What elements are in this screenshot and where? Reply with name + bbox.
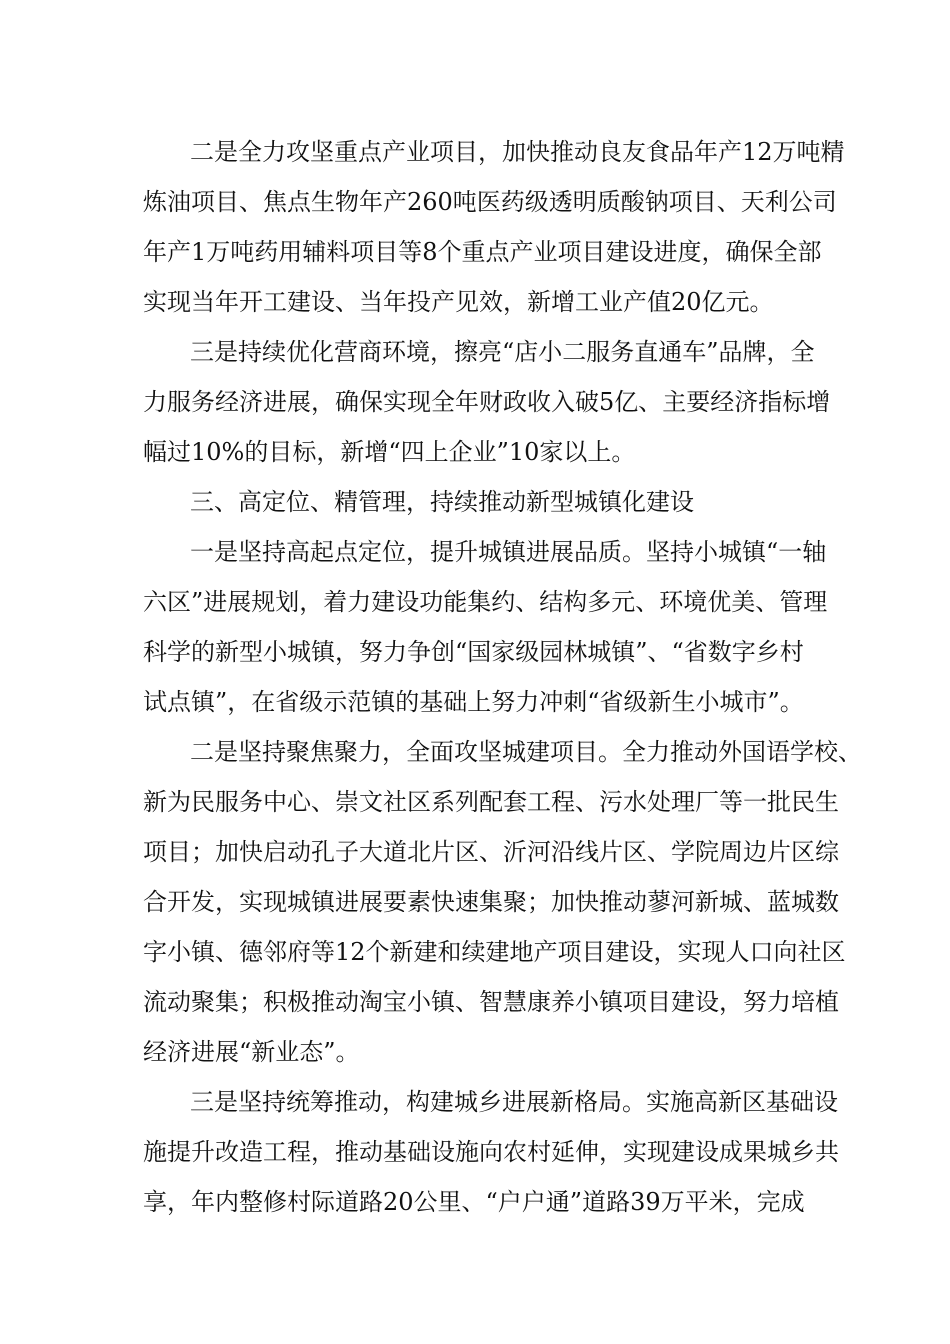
text-line: 三是持续优化营商环境，擦亮“店小二服务直通车”品牌，全 bbox=[190, 338, 815, 366]
text-line: 合开发，实现城镇进展要素快速集聚；加快推动蓼河新城、蓝城数 bbox=[143, 888, 839, 916]
text-line: 炼油项目、焦点生物年产260吨医药级透明质酸钠项目、天利公司 bbox=[143, 188, 837, 216]
text-line: 施提升改造工程，推动基础设施向农村延伸，实现建设成果城乡共 bbox=[143, 1138, 839, 1166]
text-line: 享，年内整修村际道路20公里、“户户通”道路39万平米，完成 bbox=[143, 1188, 805, 1216]
section-heading: 三、高定位、精管理，持续推动新型城镇化建设 bbox=[190, 488, 694, 516]
text-line: 二是全力攻坚重点产业项目，加快推动良友食品年产12万吨精 bbox=[190, 138, 845, 166]
text-line: 三是坚持统筹推动，构建城乡进展新格局。实施高新区基础设 bbox=[190, 1088, 838, 1116]
text-line: 年产1万吨药用辅料项目等8个重点产业项目建设进度，确保全部 bbox=[143, 238, 822, 266]
text-line: 经济进展“新业态”。 bbox=[143, 1038, 360, 1066]
text-line: 六区”进展规划，着力建设功能集约、结构多元、环境优美、管理 bbox=[143, 588, 828, 616]
text-line: 科学的新型小城镇，努力争创“国家级园林城镇”、“省数字乡村 bbox=[143, 638, 804, 666]
text-line: 新为民服务中心、崇文社区系列配套工程、污水处理厂等一批民生 bbox=[143, 788, 839, 816]
text-line: 力服务经济进展，确保实现全年财政收入破5亿、主要经济指标增 bbox=[143, 388, 831, 416]
text-line: 幅过10%的目标，新增“四上企业”10家以上。 bbox=[143, 438, 636, 466]
text-line: 流动聚集；积极推动淘宝小镇、智慧康养小镇项目建设，努力培植 bbox=[143, 988, 839, 1016]
text-line: 二是坚持聚焦聚力，全面攻坚城建项目。全力推动外国语学校、 bbox=[190, 738, 862, 766]
text-line: 实现当年开工建设、当年投产见效，新增工业产值20亿元。 bbox=[143, 288, 774, 316]
text-line: 试点镇”，在省级示范镇的基础上努力冲刺“省级新生小城市”。 bbox=[143, 688, 804, 716]
text-line: 项目；加快启动孔子大道北片区、沂河沿线片区、学院周边片区综 bbox=[143, 838, 839, 866]
text-line: 一是坚持高起点定位，提升城镇进展品质。坚持小城镇“一轴 bbox=[190, 538, 827, 566]
text-line: 字小镇、德邻府等12个新建和续建地产项目建设，实现人口向社区 bbox=[143, 938, 846, 966]
